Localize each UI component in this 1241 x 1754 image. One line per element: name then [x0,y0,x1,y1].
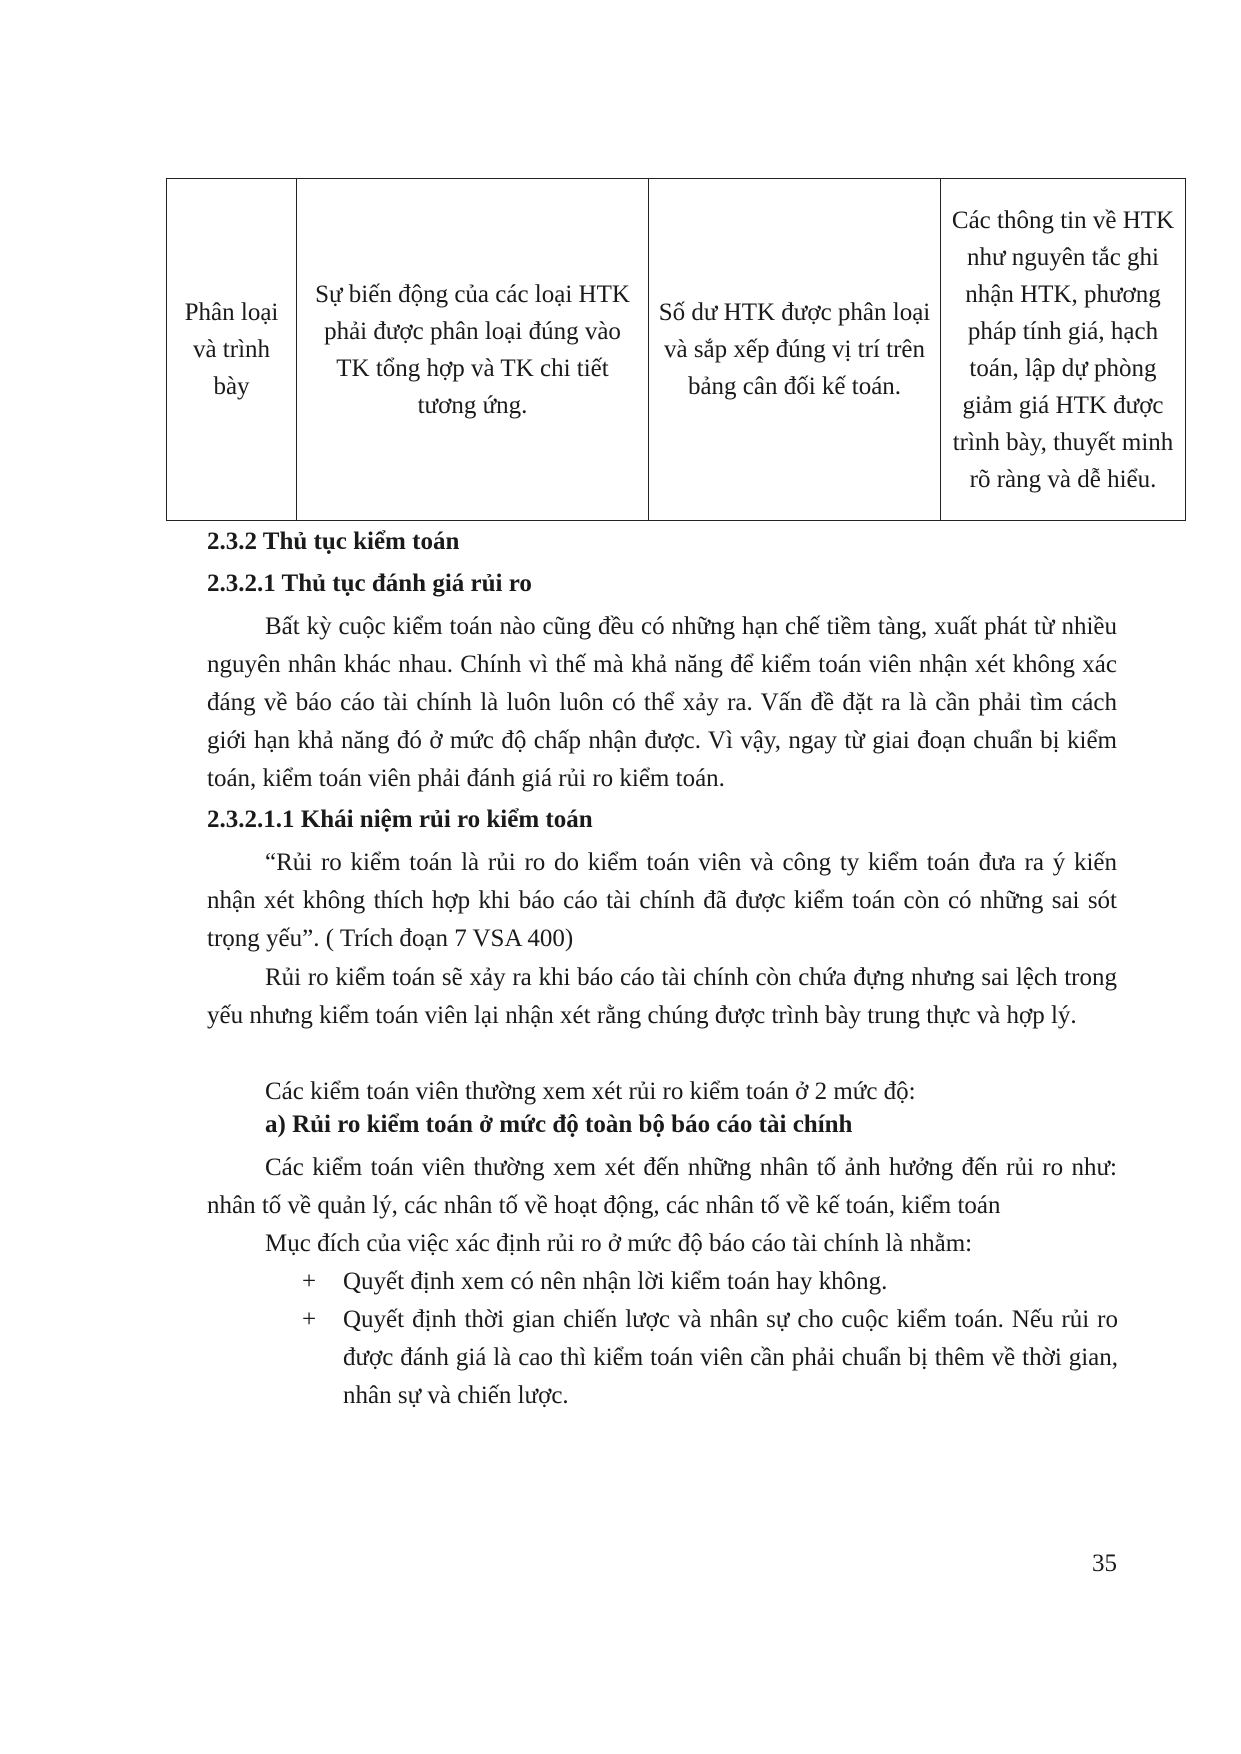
paragraph-levels [207,1073,1117,1111]
list-item [303,1263,1118,1301]
paragraph-text: Mục đích của việc xác định rủi ro ở mức độ báo cáo tài chính là nhằm: [265,1230,973,1257]
criteria-table [166,178,1186,521]
section-heading-2-3-2: 2.3.2 Thủ tục kiểm toán [207,528,460,555]
bullet-marker: + [302,1268,317,1295]
list-item-text: Quyết định xem có nên nhận lời kiểm toán hay không. [343,1268,888,1295]
paragraph-factors [207,1149,1117,1225]
paragraph-risk [207,959,1117,1035]
table-cell-disclosure: Các thông tin về HTK như nguyên tắc ghi nhận HTK, phương pháp tính giá, hạch toán, lập dự phòng giảm giá HTK được trình bày, thuyết minh rõ ràng và dễ hiểu. [941,179,1186,521]
paragraph-intro [207,608,1117,798]
paragraph-quote [207,844,1117,958]
paragraph-text: Các kiểm toán viên thường xem xét rủi ro kiểm toán ở 2 mức độ: [265,1078,916,1105]
paragraph-purpose [207,1225,1117,1263]
paragraph-text: Rủi ro kiểm toán sẽ xảy ra khi báo cáo tài chính còn chứa đựng nhưng sai lệch trong yếu nhưng kiểm toán viên lại nhận xét rằng chúng được trình bày trung thực và hợp lý. [207,964,1117,1029]
list-item-text: Quyết định thời gian chiến lược và nhân sự cho cuộc kiểm toán. Nếu rủi ro được đánh giá là cao thì kiểm toán viên cần phải chuẩn bị thêm về thời gian, nhân sự và chiến lược. [343,1306,1118,1409]
table-cell-criterion: Phân loại và trình bày [167,179,297,521]
paragraph-text: Các kiểm toán viên thường xem xét đến những nhân tố ảnh hưởng đến rủi ro như: nhân tố về quản lý, các nhân tố về hoạt động, các nhân tố về kế toán, kiểm toán [207,1154,1117,1219]
table-cell-transactions: Sự biến động của các loại HTK phải được phân loại đúng vào TK tổng hợp và TK chi tiết tương ứng. [297,179,649,521]
section-heading-2-3-2-1-1: 2.3.2.1.1 Khái niệm rủi ro kiểm toán [207,806,593,833]
page-number: 35 [1092,1550,1117,1577]
list-item [303,1301,1118,1415]
subheading-a: a) Rủi ro kiểm toán ở mức độ toàn bộ báo cáo tài chính [265,1111,853,1138]
paragraph-text: “Rủi ro kiểm toán là rủi ro do kiểm toán viên và công ty kiểm toán đưa ra ý kiến nhận xét không thích hợp khi báo cáo tài chính đã được kiểm toán còn có những sai sót trọng yếu”. ( Trích đoạn 7 VSA 400) [207,849,1117,952]
table-cell-balances: Số dư HTK được phân loại và sắp xếp đúng vị trí trên bảng cân đối kế toán. [649,179,941,521]
paragraph-text: Bất kỳ cuộc kiểm toán nào cũng đều có những hạn chế tiềm tàng, xuất phát từ nhiều nguyên nhân khác nhau. Chính vì thế mà khả năng để kiểm toán viên nhận xét không xác đáng về báo cáo tài chính là luôn luôn có thể xảy ra. Vấn đề đặt ra là cần phải tìm cách giới hạn khả năng đó ở mức độ chấp nhận được. Vì vậy, ngay từ giai đoạn chuẩn bị kiểm toán, kiểm toán viên phải đánh giá rủi ro kiểm toán. [207,613,1117,792]
table-row [167,179,1186,521]
bullet-marker: + [302,1306,317,1333]
section-heading-2-3-2-1: 2.3.2.1 Thủ tục đánh giá rủi ro [207,570,532,597]
